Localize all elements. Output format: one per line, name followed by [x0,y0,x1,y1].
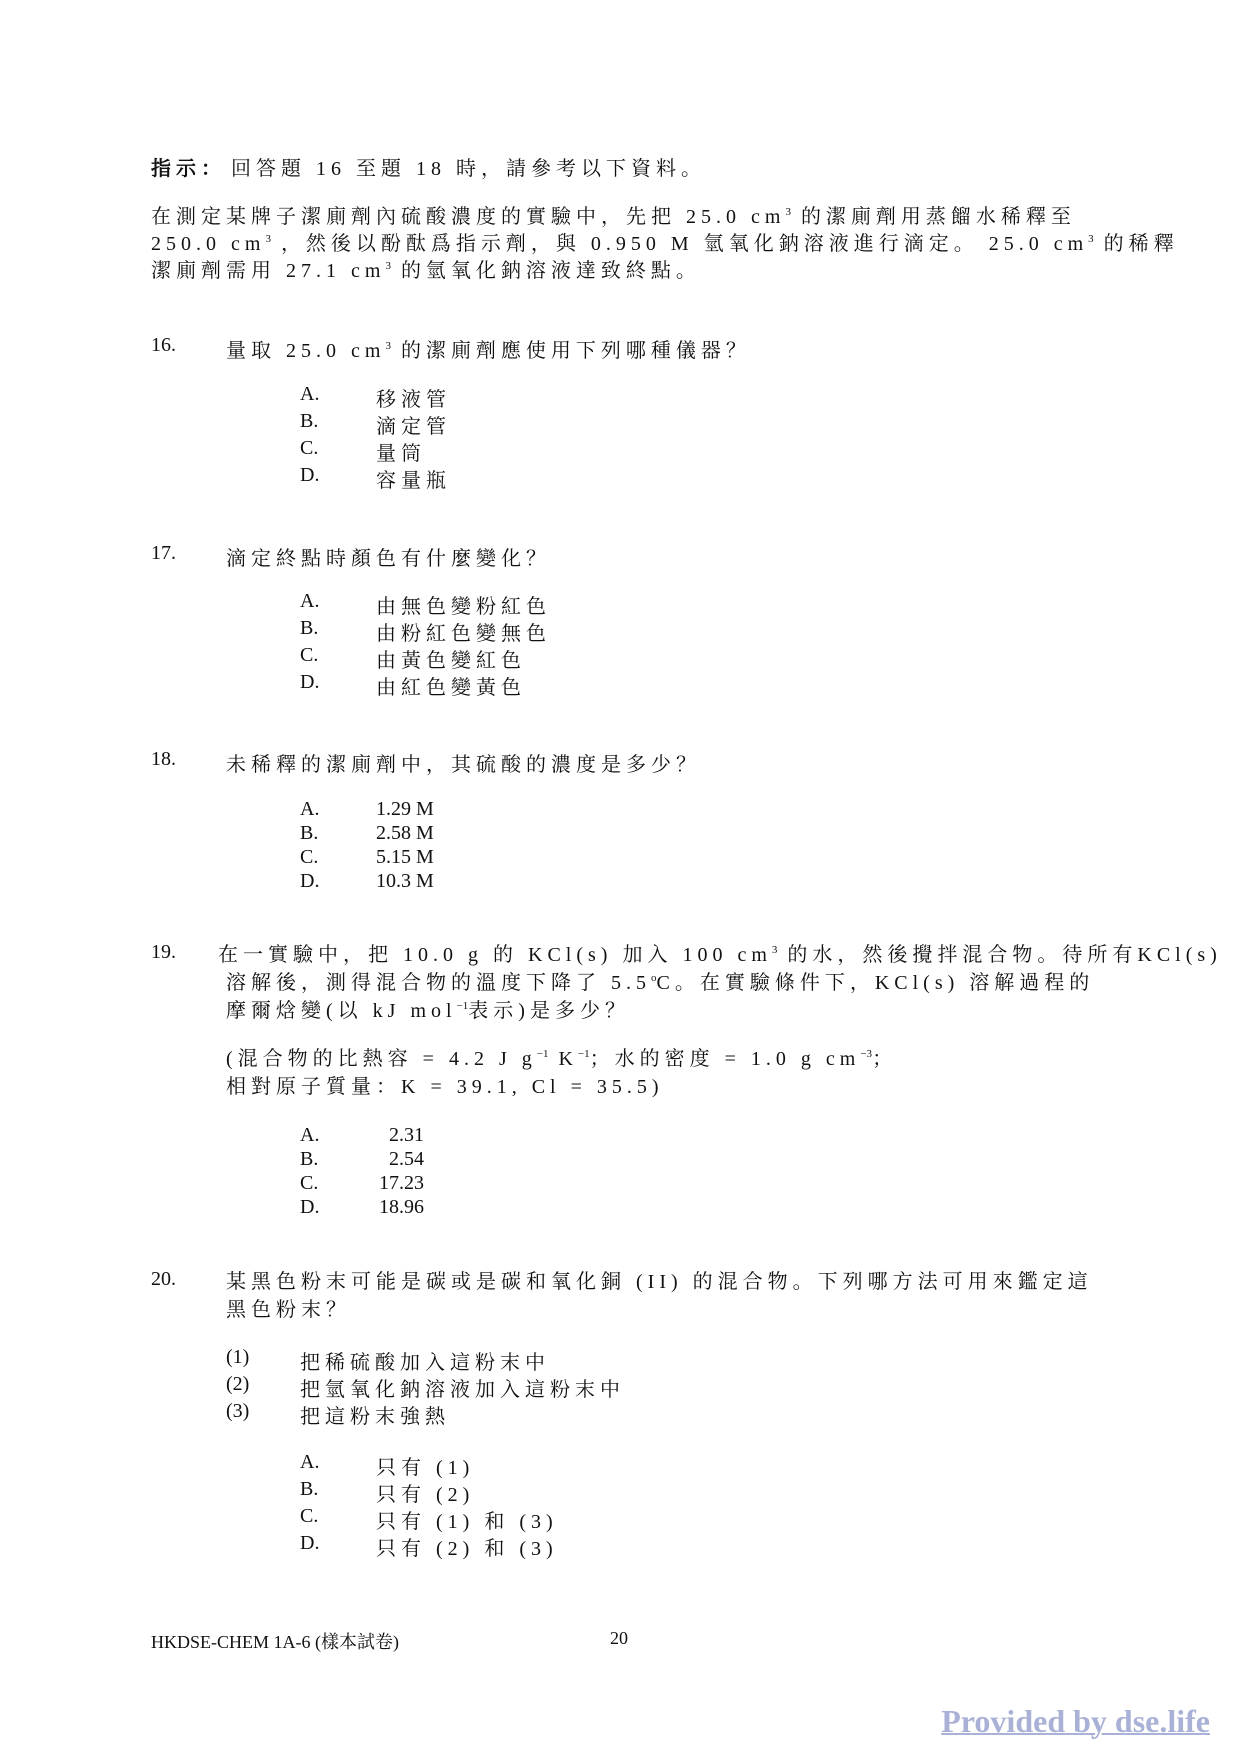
option-text: 由黃色變紅色 [376,650,526,672]
statement-text: 把這粉末強熱 [300,1406,450,1428]
context-text: 的稀釋 [1093,233,1179,255]
question-number: 20. [151,1268,176,1290]
option-letter: B. [300,1148,319,1170]
option-letter: A. [300,383,320,405]
superscript: −3 [860,1048,873,1060]
question-stem [226,334,751,363]
superscript: 3 [771,944,778,956]
superscript: 3 [385,260,391,272]
superscript: 3 [785,206,791,218]
option-text: 1.29 M [376,798,434,820]
option-text: 只有 (2) [376,1484,475,1506]
context-text: ，然後以酚酞爲指示劑，與 0.950 M 氫氧化鈉溶液進行滴定。 25.0 cm [270,233,1089,255]
option-letter: A. [300,1451,320,1473]
question-number: 19. [151,941,176,963]
superscript: 3 [385,340,391,352]
option-letter: D. [300,464,320,486]
data-text: K [548,1048,578,1070]
instruction-text: 回答題 16 至題 18 時，請參考以下資料。 [231,158,706,180]
stem-text: 量取 25.0 cm [226,340,386,362]
context-text: 250.0 cm [151,233,266,255]
option-text: 滴定管 [376,416,451,438]
option-text: 由粉紅色變無色 [376,623,551,645]
option-letter: A. [300,1124,320,1146]
superscript: −1 [577,1048,590,1060]
context-text: 的氫氧化鈉溶液達致終點。 [390,260,701,282]
option-text: 2.31 [389,1124,424,1146]
context-paragraph [151,204,1179,285]
stem-text: 某黑色粉末可能是碳或是碳和氧化銅 (II) 的混合物。下列哪方法可用來鑑定這 [226,1271,1093,1293]
option-text: 18.96 [379,1196,424,1218]
option-text: 只有 (1) [376,1457,475,1479]
option-letter: B. [300,822,319,844]
option-text: 2.58 M [376,822,434,844]
statement-label: (2) [226,1373,250,1395]
superscript: −1 [456,1000,469,1012]
option-letter: D. [300,1196,320,1218]
question-data [226,1045,897,1101]
question-stem [226,1268,1093,1324]
superscript: o [651,972,657,984]
stem-text: 的水，然後攪拌混合物。待所有KCl(s) [777,944,1222,966]
option-text: 由無色變粉紅色 [376,596,551,618]
superscript: 3 [1088,233,1094,245]
data-text: ；水的密度 = 1.0 g cm [589,1048,861,1070]
statement-text: 把氫氧化鈉溶液加入這粉末中 [300,1379,625,1401]
option-letter: A. [300,590,320,612]
option-letter: C. [300,1505,319,1527]
footer-exam-code: HKDSE-CHEM 1A-6 (樣本試卷) [151,1632,399,1652]
option-letter: B. [300,1478,319,1500]
superscript: −1 [536,1048,549,1060]
question-number: 18. [151,748,176,770]
context-text: 在測定某牌子潔廁劑內硫酸濃度的實驗中，先把 25.0 cm [151,206,786,228]
data-text: ； [872,1048,898,1070]
option-text: 移液管 [376,389,451,411]
data-text: 相對原子質量：K = 39.1, Cl = 35.5) [226,1076,664,1098]
watermark-link[interactable]: Provided by dse.life [941,1703,1210,1739]
page-number: 20 [610,1628,628,1648]
option-letter: B. [300,410,319,432]
data-text: (混合物的比熱容 = 4.2 J g [226,1048,537,1070]
option-letter: D. [300,671,320,693]
option-text: 10.3 M [376,870,434,892]
statement-label: (3) [226,1400,250,1422]
stem-text: 黑色粉末？ [226,1299,351,1321]
option-letter: B. [300,617,319,639]
stem-text: 在一實驗中，把 10.0 g 的 KCl(s) 加入 100 cm [218,944,772,966]
superscript: 3 [265,233,271,245]
question-stem [218,941,1222,1025]
stem-text: 溶解後，測得混合物的溫度下降了 5.5 [226,972,651,994]
stem-text: 摩爾焓變(以 kJ mol [226,1000,457,1022]
question-number: 17. [151,542,176,564]
stem-text: C。在實驗條件下，KCl(s) 溶解過程的 [656,972,1095,994]
option-text: 由紅色變黃色 [376,677,526,699]
instruction-label: 指示： [151,158,226,180]
statement-text: 把稀硫酸加入這粉末中 [300,1352,550,1374]
option-letter: C. [300,644,319,666]
question-stem: 滴定終點時顏色有什麼變化？ [226,548,551,570]
option-text: 只有 (1) 和 (3) [376,1511,558,1533]
option-letter: D. [300,1532,320,1554]
instruction [151,152,706,181]
option-text: 量筒 [376,443,426,465]
stem-text: 表示)是多少？ [468,1000,630,1022]
option-letter: D. [300,870,320,892]
option-text: 5.15 M [376,846,434,868]
question-stem: 未稀釋的潔廁劑中，其硫酸的濃度是多少？ [226,754,701,776]
option-letter: C. [300,437,319,459]
option-text: 只有 (2) 和 (3) [376,1538,558,1560]
option-text: 17.23 [379,1172,424,1194]
context-text: 的潔廁劑用蒸餾水稀釋至 [790,206,1076,228]
option-text: 容量瓶 [376,470,451,492]
option-letter: C. [300,846,319,868]
question-number: 16. [151,334,176,356]
option-text: 2.54 [389,1148,424,1170]
option-letter: C. [300,1172,319,1194]
option-letter: A. [300,798,320,820]
statement-label: (1) [226,1346,250,1368]
context-text: 潔廁劑需用 27.1 cm [151,260,386,282]
stem-text: 的潔廁劑應使用下列哪種儀器？ [390,340,751,362]
